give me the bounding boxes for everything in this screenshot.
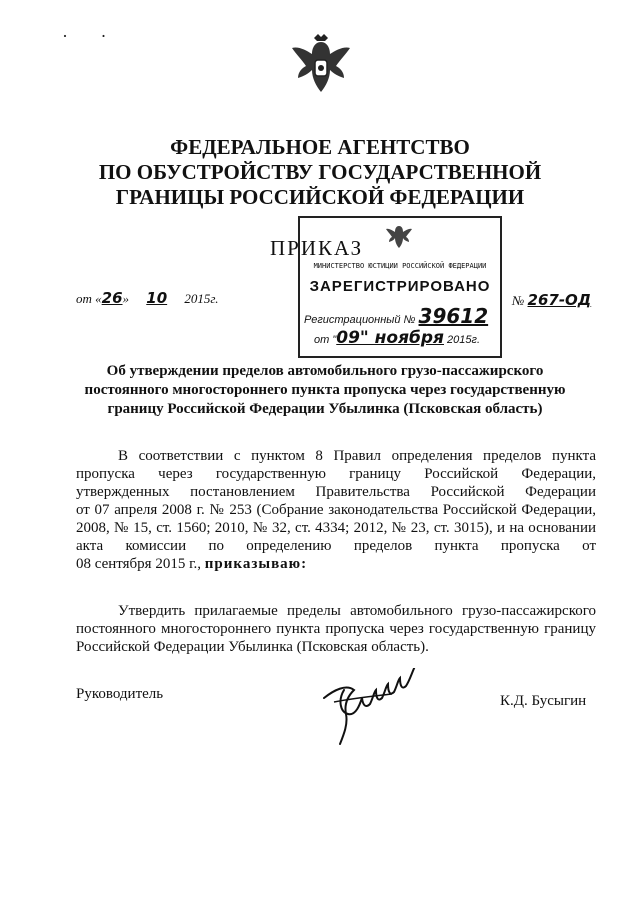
stamp-reg-line <box>304 304 488 328</box>
registration-stamp <box>298 216 502 358</box>
date-sep: » <box>122 291 130 306</box>
body-p1-line1: В соответствии с пунктом 8 Правил определения пределов пункта <box>118 448 596 464</box>
agency-name-line2: ПО ОБУСТРОЙСТВУ ГОСУДАРСТВЕННОЙ <box>98 160 542 184</box>
body-p1-line4: от 07 апреля 2008 г. № 253 (Собрание законодательства Российской Федерации, <box>76 502 596 518</box>
agency-name-line3: ГРАНИЦЫ РОССИЙСКОЙ ФЕДЕРАЦИИ <box>115 185 525 209</box>
stamp-reg-label: Регистрационный № <box>304 314 416 326</box>
signer-role: Руководитель <box>76 686 164 702</box>
body-p1-date: 08 сентября 2015 г., <box>76 556 205 572</box>
stamp-emblem-icon <box>386 224 412 254</box>
body-p2-line1: Утвердить прилагаемые пределы автомобильного грузо-пассажирского <box>118 603 596 619</box>
stamp-date-value: 09" ноября <box>336 328 444 348</box>
handwritten-signature <box>316 668 442 750</box>
body-p1-line7 <box>76 556 596 574</box>
date-year: 2015 <box>184 291 211 306</box>
coat-of-arms-emblem <box>290 32 352 106</box>
scan-marks: · · <box>62 26 121 46</box>
date-suffix: г. <box>210 291 219 306</box>
body-p2-line2: постоянного многостороннего пункта пропуска через государственную границу <box>76 621 596 637</box>
subject-line1: Об утверждении пределов автомобильного грузо-пассажирского <box>106 363 544 379</box>
order-date <box>76 289 219 307</box>
stamp-date-prefix: от " <box>314 334 337 346</box>
stamp-year: 2015 <box>447 334 472 346</box>
body-p1-order-word: приказываю: <box>204 556 308 572</box>
stamp-year-suffix: г. <box>471 334 481 346</box>
body-p2-line3: Российской Федерации Убылинка (Псковская область). <box>76 639 429 655</box>
subject-line2: постоянного многостороннего пункта пропуска через государственную <box>84 382 566 398</box>
body-p1-line6: акта комиссии по определению пределов пункта пропуска от <box>76 538 596 554</box>
stamp-status: ЗАРЕГИСТРИРОВАНО <box>309 278 491 295</box>
stamp-reg-number: 39612 <box>418 304 489 328</box>
number-prefix: № <box>512 293 525 308</box>
body-p1-line3: утвержденных постановлением Правительства Российской Федерации <box>76 484 596 500</box>
date-month: 10 <box>146 289 168 307</box>
stamp-ministry: МИНИСТЕРСТВО ЮСТИЦИИ РОССИЙСКОЙ ФЕДЕРАЦИИ <box>313 262 487 270</box>
order-number <box>512 291 591 309</box>
stamp-date-line <box>314 328 480 348</box>
date-prefix: от « <box>76 291 102 306</box>
subject-line3: границу Российской Федерации Убылинка (Псковская область) <box>107 401 543 417</box>
date-day: 26 <box>101 289 123 307</box>
body-p1-line5: 2008, № 15, ст. 1560; 2010, № 32, ст. 4334; 2012, № 23, ст. 3015), и на основании <box>76 520 596 536</box>
agency-name-line1: ФЕДЕРАЛЬНОЕ АГЕНТСТВО <box>170 135 470 159</box>
document-type-title: ПРИКАЗ <box>270 236 364 260</box>
signer-name: К.Д. Бусыгин <box>500 693 587 709</box>
number-value: 267-ОД <box>527 291 592 309</box>
body-p1-line2: пропуска через государственную границу Российской Федерации, <box>76 466 596 482</box>
